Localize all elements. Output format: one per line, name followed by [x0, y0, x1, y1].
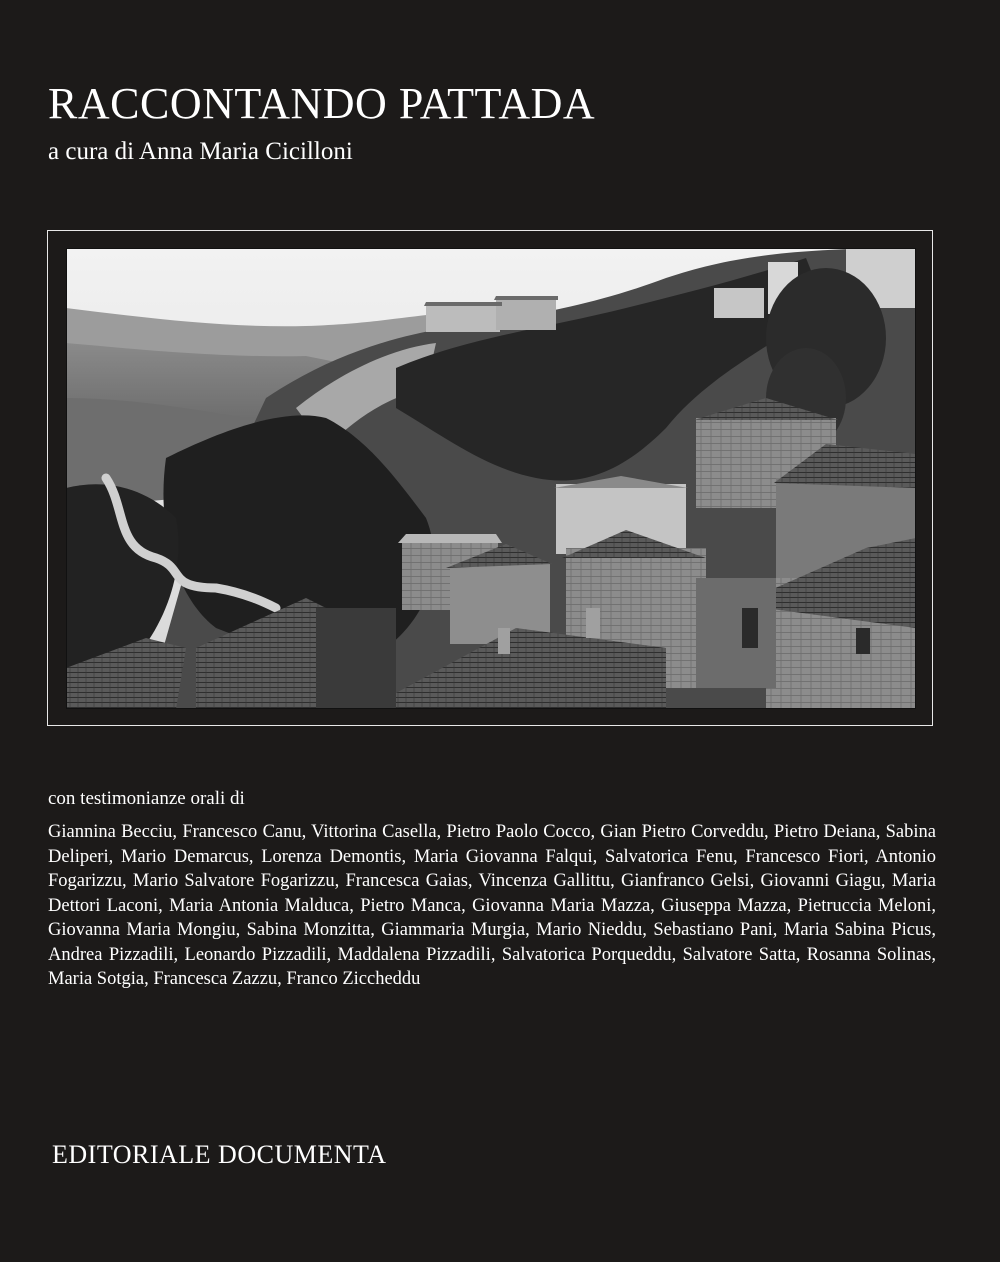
cover-photograph [66, 248, 916, 709]
contributors-intro: con testimonianze orali di [48, 788, 245, 809]
publisher-name: EDITORIALE DOCUMENTA [52, 1140, 387, 1169]
contributors-list: Giannina Becciu, Francesco Canu, Vittorina Casella, Pietro Paolo Cocco, Gian Pietro Corveddu, Pietro Deiana, Sabina Deliperi, Mario Demarcus, Lorenza Demontis, Maria Giovanna Falqui, Salvatorica Fenu, Francesco Fiori, Antonio Fogarizzu, Mario Salvatore Fogarizzu, Francesca Gaias, Vincenza Gallittu, Gianfranco Gelsi, Giovanni Giagu, Maria Dettori Laconi, Maria Antonia Malduca, Pietro Manca, Giovanna Maria Mazza, Giuseppa Mazza, Pietruccia Meloni, Giovanna Maria Mongiu, Sabina Monzitta, Giammaria Murgia, Mario Nieddu, Sebastiano Pani, Maria Sabina Picus, Andrea Pizzadili, Leonardo Pizzadili, Maddalena Pizzadili, Salvatorica Porqueddu, Salvatore Satta, Rosanna Solinas, Maria Sotgia, Francesca Zazzu, Franco Ziccheddu [48, 822, 936, 989]
editor-line: a cura di Anna Maria Cicilloni [48, 138, 353, 165]
book-title: RACCONTANDO PATTADA [48, 79, 596, 128]
